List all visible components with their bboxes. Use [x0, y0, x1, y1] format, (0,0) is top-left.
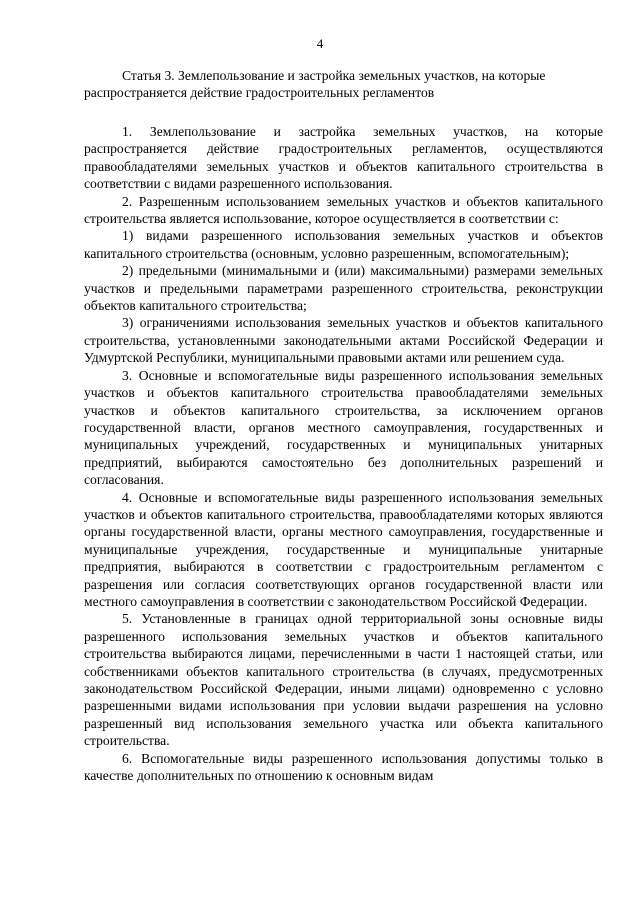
list-item-2: 2) предельными (минимальными и (или) максимальными) размерами земельных участков и предельными параметрами разрешенного строительства, реконструкции объектов капитального строительства; [84, 263, 603, 314]
list-item-1: 1) видами разрешенного использования земельных участков и объектов капитального строительства (основным, условно разрешенным, вспомогательным); [84, 228, 603, 261]
paragraph-1: 1. Землепользование и застройка земельных участков, на которые распространяется действие градостроительных регламентов, осуществляются правообладателями земельных участков и объектов капитального строительства в соответствии с видами разрешенного использования. [84, 124, 603, 192]
list-item-3: 3) ограничениями использования земельных участков и объектов капитального строительства, установленными законодательными актами Российской Федерации и Удмуртской Республики, муниципальными правовыми актами или решением суда. [84, 315, 603, 366]
paragraph-6: 6. Вспомогательные виды разрешенного использования допустимы только в качестве дополнительных по отношению к основным видам [84, 750, 603, 784]
article-body [84, 123, 603, 784]
paragraph-4: 4. Основные и вспомогательные виды разрешенного использования земельных участков и объектов капитального строительства, правообладателями которых являются органы государственной власти, органы местного самоуправления, государственные и муниципальные учреждения, государственные и муниципальные унитарные предприятия, выбираются в соответствии с градостроительным регламентом с разрешения или согласия соответствующих органов государственной власти или местного самоуправления в соответствии с законодательством Российской Федерации. [84, 489, 603, 609]
article-heading: Статья 3. Землепользование и застройка земельных участков, на которые распространяется действие градостроительных регламентов [84, 68, 546, 100]
paragraph-3: 3. Основные и вспомогательные виды разрешенного использования земельных участков и объектов капитального строительства правообладателями земельных участков и объектов капитального строительства, за исключением органов государственной власти, органов местного самоуправления, государственных и муниципальных учреждений, государственных и муниципальных унитарных предприятий, выбираются самостоятельно без дополнительных разрешений и согласования. [84, 367, 603, 488]
page-number: 4 [316, 36, 324, 51]
paragraph-2: 2. Разрешенным использованием земельных участков и объектов капитального строительства является использование, которое осуществляется в соответствии с: [84, 193, 603, 227]
paragraph-5: 5. Установленные в границах одной территориальной зоны основные виды разрешенного использования земельных участков и объектов капитального строительства выбираются лицами, перечисленными в части 1 настоящей статьи, или собственниками объектов капитального строительства (в случаях, предусмотренных законодательством Российской Федерации, иными лицами) одновременно с условно разрешенными видами использования при условии выдачи разрешения на условно разрешенный вид использования земельного участка или объекта капитального строительства. [84, 611, 603, 749]
